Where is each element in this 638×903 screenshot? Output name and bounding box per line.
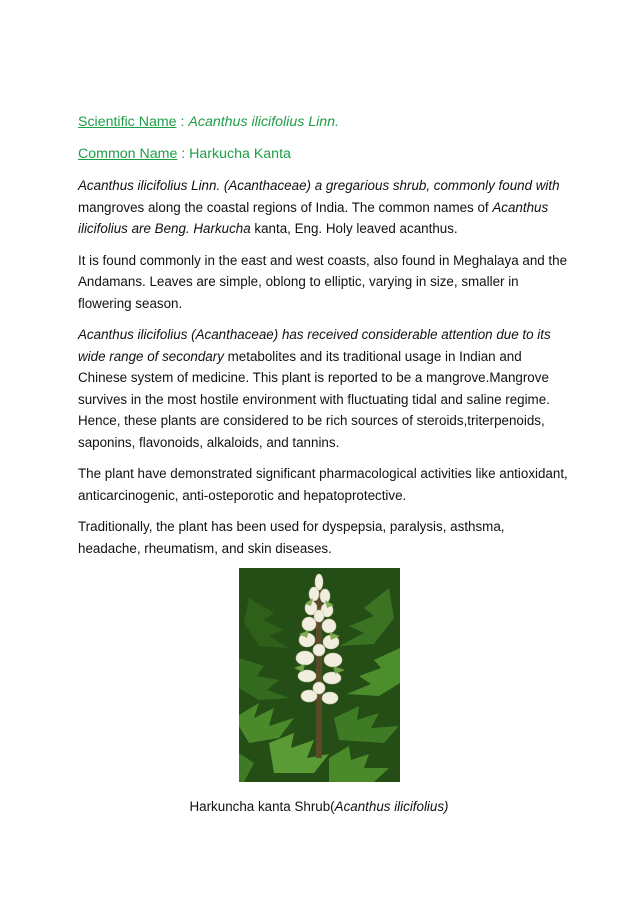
document-body: [78, 112, 568, 569]
common-name-value: Harkucha Kanta: [189, 145, 291, 162]
caption-text: Harkuncha kanta Shrub(: [189, 799, 335, 814]
paragraph-description-italic-2: Acanthus ilicifolius are Beng. Harkucha: [78, 199, 549, 236]
paragraph-traditional-use: Traditionally, the plant has been used for dyspepsia, paralysis, asthsma, headache, rheumatism, and skin diseases.: [78, 519, 505, 556]
paragraph-description-text-1: mangroves along the coastal regions of India. The common names of: [78, 199, 493, 215]
common-name-label: Common Name: [78, 145, 178, 162]
scientific-name-separator: :: [176, 114, 189, 130]
photo-caption: [0, 799, 638, 814]
caption-italic: Acanthus ilicifolius): [334, 799, 449, 814]
paragraph-constituents-text: metabolites and its traditional usage in Indian and Chinese system of medicine. This plant is reported to be a mangrove.Mangrove survives in the most hostile environment with fluctuating tidal and saline regime. Hence, these plants are considered to be rich sources of steroids,triterpenoids, saponins, flavonoids, alkaloids, and tannins.: [78, 348, 550, 450]
paragraph-constituents: [78, 324, 568, 453]
paragraph-description: [78, 175, 568, 240]
scientific-name-line: [78, 112, 568, 134]
scientific-name-value: Acanthus ilicifolius Linn.: [188, 114, 340, 130]
plant-photo: [239, 568, 400, 782]
paragraph-pharmacology: The plant have demonstrated significant pharmacological activities like antioxidant, anticarcinogenic, anti-osteporotic and hepatoprotective.: [78, 466, 568, 503]
paragraph-description-text-2: kanta, Eng. Holy leaved acanthus.: [250, 221, 458, 236]
common-name-separator: :: [177, 145, 190, 162]
paragraph-description-italic-1: Acanthus ilicifolius Linn. (Acanthaceae) a gregarious shrub, commonly found with: [78, 178, 560, 193]
paragraph-distribution: It is found commonly in the east and west coasts, also found in Meghalaya and the Andamans. Leaves are simple, oblong to elliptic, varying in size, smaller in flowering season.: [78, 252, 568, 311]
common-name-line: [78, 144, 568, 166]
scientific-name-label: Scientific Name: [78, 114, 177, 130]
paragraph-constituents-italic: Acanthus ilicifolius (Acanthaceae) has received considerable attention due to its wide range of secondary: [78, 327, 551, 364]
